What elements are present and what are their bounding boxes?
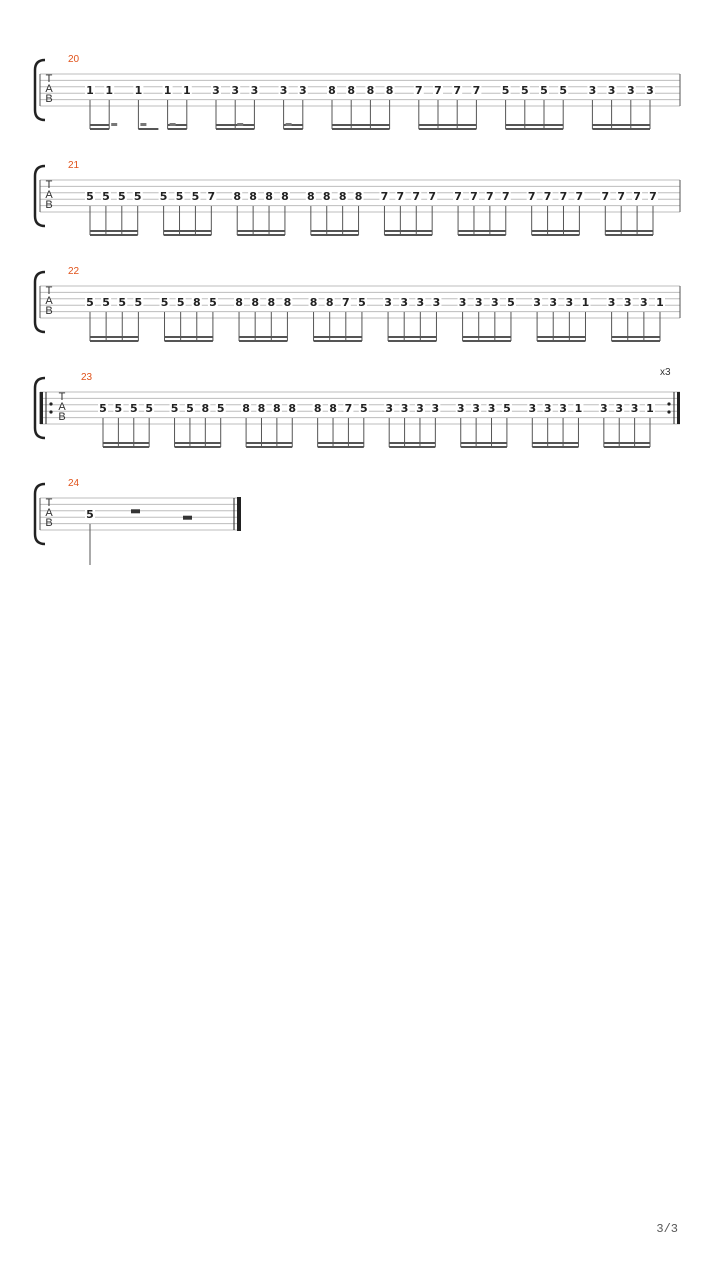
fret-number: 3 (432, 296, 441, 309)
fret-number: 8 (242, 402, 250, 415)
fret-number: 8 (354, 190, 363, 203)
fret-number: 8 (283, 296, 292, 309)
fret-number: 3 (456, 402, 465, 415)
fret-number: 7 (633, 190, 641, 203)
fret-number: 3 (458, 296, 467, 309)
fret-number: 1 (105, 84, 114, 97)
fret-number: 8 (328, 84, 336, 97)
fret-number: 3 (400, 296, 409, 309)
fret-number: 3 (630, 402, 639, 415)
page-number: 3/3 (656, 1222, 678, 1236)
fret-number: 5 (99, 402, 107, 415)
fret-number: 8 (307, 190, 315, 203)
fret-number: 7 (207, 190, 216, 203)
fret-number: 7 (527, 190, 536, 203)
measure-number: 20 (68, 54, 80, 65)
repeat-dot (49, 410, 52, 413)
fret-number: 5 (540, 84, 548, 97)
fret-number: 3 (528, 402, 537, 415)
fret-number: 8 (192, 296, 201, 309)
fret-number: 8 (347, 84, 356, 97)
fret-number: 7 (341, 296, 350, 309)
fret-number: 8 (288, 402, 297, 415)
fret-number: 3 (549, 296, 558, 309)
tab-clef-letter-b: B (58, 411, 66, 423)
fret-number: 3 (565, 296, 574, 309)
fret-number: 5 (559, 84, 568, 97)
fret-number: 8 (329, 402, 337, 415)
fret-number: 3 (543, 402, 552, 415)
repeat-dot (667, 410, 670, 413)
fret-number: 5 (358, 296, 366, 309)
fret-number: 5 (118, 296, 127, 309)
fret-number: 8 (322, 190, 331, 203)
fret-number: 8 (338, 190, 347, 203)
fret-number: 5 (86, 508, 94, 521)
fret-number: 7 (543, 190, 552, 203)
fret-number: 7 (396, 190, 405, 203)
fret-number: 3 (487, 402, 496, 415)
fret-number: 5 (102, 296, 110, 309)
fret-number: 7 (428, 190, 436, 203)
fret-number: 5 (520, 84, 529, 97)
tab-clef-letter-t: T (45, 179, 53, 191)
fret-number: 8 (251, 296, 259, 309)
half-rest (131, 509, 140, 513)
fret-number: 3 (212, 84, 220, 97)
fret-number: 5 (129, 402, 138, 415)
fret-number: 8 (233, 190, 242, 203)
fret-number: 3 (231, 84, 240, 97)
fret-number: 1 (86, 84, 94, 97)
tab-clef-letter-a: A (45, 83, 53, 95)
tab-clef-letter-t: T (45, 285, 53, 297)
fret-number: 3 (400, 402, 409, 415)
fret-number: 3 (640, 296, 648, 309)
fret-number: 1 (182, 84, 191, 97)
fret-number: 1 (581, 296, 590, 309)
fret-number: 5 (159, 190, 168, 203)
fret-number: 5 (216, 402, 225, 415)
tab-clef-letter-a: A (45, 295, 53, 307)
fret-number: 1 (646, 402, 654, 415)
fret-number: 3 (431, 402, 440, 415)
fret-number: 7 (344, 402, 353, 415)
tab-clef-letter-t: T (45, 73, 53, 85)
tab-clef-letter-b: B (45, 305, 53, 317)
repeat-count-label: x3 (660, 367, 671, 378)
repeat-dot (49, 402, 52, 405)
fret-number: 3 (600, 402, 608, 415)
fret-number: 5 (175, 190, 184, 203)
fret-number: 8 (309, 296, 318, 309)
fret-number: 8 (249, 190, 257, 203)
fret-number: 5 (102, 190, 110, 203)
fret-number: 7 (454, 190, 462, 203)
fret-number: 7 (453, 84, 462, 97)
fret-number: 1 (163, 84, 172, 97)
fret-number: 3 (588, 84, 597, 97)
fret-number: 5 (359, 402, 368, 415)
fret-number: 3 (615, 402, 624, 415)
fret-number: 5 (114, 402, 123, 415)
partial-beam (286, 123, 292, 126)
fret-number: 3 (250, 84, 259, 97)
measure-number: 24 (68, 478, 80, 489)
fret-number: 1 (574, 402, 583, 415)
repeat-start-thick-bar (40, 392, 43, 424)
fret-number: 3 (559, 402, 567, 415)
fret-number: 3 (384, 296, 392, 309)
fret-number: 3 (533, 296, 541, 309)
fret-number: 7 (559, 190, 568, 203)
fret-number: 5 (170, 402, 179, 415)
tab-clef-letter-a: A (45, 189, 53, 201)
fret-number: 8 (366, 84, 375, 97)
fret-number: 3 (491, 296, 499, 309)
fret-number: 8 (313, 402, 322, 415)
tab-clef-letter-a: A (58, 401, 66, 413)
fret-number: 3 (607, 296, 616, 309)
fret-number: 7 (380, 190, 389, 203)
final-thick-bar (237, 497, 241, 531)
fret-number: 5 (501, 84, 510, 97)
fret-number: 1 (656, 296, 664, 309)
partial-beam (111, 123, 117, 126)
fret-number: 5 (86, 190, 94, 203)
fret-number: 3 (385, 402, 394, 415)
fret-number: 8 (265, 190, 273, 203)
fret-number: 7 (470, 190, 478, 203)
fret-number: 8 (257, 402, 266, 415)
measure-number: 22 (68, 266, 80, 277)
fret-number: 7 (486, 190, 494, 203)
fret-number: 7 (472, 84, 481, 97)
fret-number: 3 (626, 84, 635, 97)
tab-clef-letter-b: B (45, 517, 53, 529)
fret-number: 7 (434, 84, 442, 97)
measure-number: 21 (68, 160, 80, 171)
half-rest (183, 516, 192, 520)
fret-number: 5 (117, 190, 126, 203)
fret-number: 7 (414, 84, 423, 97)
fret-number: 7 (501, 190, 510, 203)
fret-number: 8 (325, 296, 334, 309)
fret-number: 5 (191, 190, 200, 203)
fret-number: 7 (601, 190, 610, 203)
fret-number: 5 (176, 296, 185, 309)
fret-number: 5 (133, 190, 142, 203)
fret-number: 7 (649, 190, 657, 203)
fret-number: 3 (279, 84, 288, 97)
fret-number: 3 (623, 296, 632, 309)
fret-number: 8 (273, 402, 281, 415)
repeat-end-thick-bar (677, 392, 680, 424)
tab-clef-letter-b: B (45, 93, 53, 105)
partial-beam (237, 123, 243, 126)
fret-number: 3 (472, 402, 480, 415)
fret-number: 5 (160, 296, 169, 309)
fret-number: 3 (474, 296, 483, 309)
fret-number: 5 (145, 402, 153, 415)
fret-number: 5 (186, 402, 194, 415)
fret-number: 5 (503, 402, 511, 415)
fret-number: 7 (617, 190, 626, 203)
fret-number: 8 (281, 190, 289, 203)
fret-number: 7 (412, 190, 421, 203)
partial-beam (140, 123, 146, 126)
fret-number: 3 (646, 84, 654, 97)
fret-number: 3 (298, 84, 307, 97)
fret-number: 1 (134, 84, 143, 97)
fret-number: 7 (575, 190, 584, 203)
measure-number: 23 (81, 372, 93, 383)
fret-number: 8 (235, 296, 243, 309)
tab-clef-letter-t: T (58, 391, 66, 403)
fret-number: 8 (267, 296, 276, 309)
fret-number: 3 (416, 296, 425, 309)
repeat-dot (667, 402, 670, 405)
tab-clef-letter-a: A (45, 507, 53, 519)
fret-number: 3 (416, 402, 424, 415)
tab-clef-letter-b: B (45, 199, 53, 211)
fret-number: 5 (134, 296, 143, 309)
fret-number: 5 (209, 296, 217, 309)
partial-beam (170, 123, 176, 126)
fret-number: 5 (507, 296, 515, 309)
tab-clef-letter-t: T (45, 497, 53, 509)
fret-number: 5 (86, 296, 94, 309)
fret-number: 8 (201, 402, 210, 415)
fret-number: 3 (607, 84, 616, 97)
fret-number: 8 (385, 84, 394, 97)
